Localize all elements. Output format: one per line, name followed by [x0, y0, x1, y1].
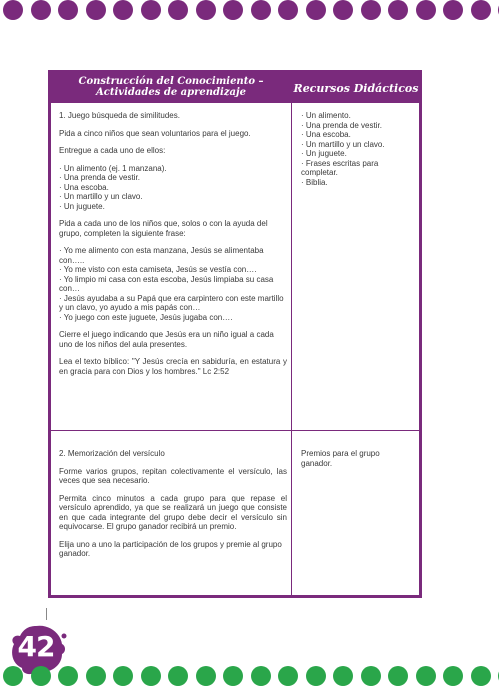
- border-dot: [251, 0, 271, 20]
- border-dot: [168, 666, 188, 686]
- list-item: · Una prenda de vestir.: [59, 173, 287, 183]
- list-item: · Un juguete.: [59, 202, 287, 212]
- border-dot: [3, 666, 23, 686]
- activity2-p1: Forme varios grupos, repitan colectivamente el versículo, las veces que sea necesario.: [59, 466, 287, 485]
- activity1-p2: Entregue a cada uno de ellos:: [59, 146, 166, 155]
- list-item: · Yo limpio mi casa con esta escoba, Jesús limpiaba su casa con…: [59, 275, 287, 294]
- border-dot: [58, 0, 78, 20]
- border-dot: [333, 0, 353, 20]
- bottom-dot-border: [0, 664, 499, 686]
- list-item: · Un alimento.: [301, 111, 413, 121]
- header-resources: Recursos Didácticos: [293, 82, 419, 95]
- border-dot: [168, 0, 188, 20]
- resources-list: [301, 111, 413, 187]
- border-dot: [306, 666, 326, 686]
- row1-resources: [301, 111, 413, 195]
- border-dot: [113, 0, 133, 20]
- border-dot: [141, 666, 161, 686]
- list-item: · Jesús ayudaba a su Papá que era carpintero con este martillo y un clavo, yo ayudo a mis papás con…: [59, 294, 287, 313]
- list-item: · Frases escritas para completar.: [301, 159, 413, 178]
- border-dot: [388, 0, 408, 20]
- row-divider: [51, 430, 419, 431]
- list-item: · Yo juego con este juguete, Jesús jugaba con….: [59, 313, 287, 323]
- border-dot: [86, 666, 106, 686]
- border-dot: [306, 0, 326, 20]
- border-dot: [278, 0, 298, 20]
- table-header: [51, 73, 419, 103]
- row2-resources: [301, 449, 413, 476]
- border-dot: [31, 0, 51, 20]
- list-item: · Un martillo y un clavo.: [59, 192, 287, 202]
- activity2-p3: Elija uno a uno la participación de los grupos y premie al grupo ganador.: [59, 539, 282, 558]
- row2-activities: [59, 449, 287, 567]
- activity1-title: 1. Juego búsqueda de similitudes.: [59, 111, 180, 120]
- list-item: · Biblia.: [301, 178, 413, 188]
- border-dot: [223, 0, 243, 20]
- border-dot: [3, 0, 23, 20]
- border-dot: [471, 0, 491, 20]
- column-divider: [291, 73, 292, 595]
- row1-activities: [59, 111, 287, 384]
- border-dot: [113, 666, 133, 686]
- border-dot: [86, 0, 106, 20]
- border-dot: [58, 666, 78, 686]
- activity1-phrases: [59, 246, 287, 322]
- border-dot: [471, 666, 491, 686]
- activity1-p1: Pida a cinco niños que sean voluntarios para el juego.: [59, 128, 251, 138]
- header-activities: Construcción del Conocimiento – Actividades de aprendizaje: [78, 76, 264, 98]
- activity1-p3: Pida a cada uno de los niños que, solos o con la ayuda del grupo, completen la siguiente frase:: [59, 219, 268, 238]
- resource-prizes: Premios para el grupo ganador.: [301, 449, 380, 468]
- border-dot: [251, 666, 271, 686]
- border-dot: [443, 0, 463, 20]
- list-item: · Un juguete.: [301, 149, 413, 159]
- page-number: 42: [17, 630, 55, 663]
- border-dot: [388, 666, 408, 686]
- activity1-p5: Lea el texto bíblico: "Y Jesús crecía en sabiduría, en estatura y en gracia para con Dios y los hombres." Lc 2:52: [59, 357, 287, 376]
- activity1-items: [59, 164, 287, 212]
- border-dot: [361, 666, 381, 686]
- border-dot: [443, 666, 463, 686]
- list-item: · Yo me visto con esta camiseta, Jesús se vestía con….: [59, 265, 287, 275]
- border-dot: [196, 0, 216, 20]
- list-item: · Una prenda de vestir.: [301, 121, 413, 131]
- border-dot: [416, 666, 436, 686]
- list-item: · Una escoba.: [59, 183, 287, 193]
- border-dot: [31, 666, 51, 686]
- decorative-mark: [46, 608, 47, 620]
- activity2-title: 2. Memorización del versículo: [59, 449, 165, 458]
- top-dot-border: [0, 0, 499, 22]
- border-dot: [196, 666, 216, 686]
- list-item: · Yo me alimento con esta manzana, Jesús se alimentaba con…..: [59, 246, 287, 265]
- activity1-p4: Cierre el juego indicando que Jesús era un niño igual a cada uno de los niños del aula presentes.: [59, 330, 274, 349]
- list-item: · Un martillo y un clavo.: [301, 140, 413, 150]
- border-dot: [141, 0, 161, 20]
- list-item: · Un alimento (ej. 1 manzana).: [59, 164, 287, 174]
- border-dot: [333, 666, 353, 686]
- border-dot: [416, 0, 436, 20]
- list-item: · Una escoba.: [301, 130, 413, 140]
- border-dot: [278, 666, 298, 686]
- activities-table: [48, 70, 422, 598]
- border-dot: [361, 0, 381, 20]
- activity2-p2: Permita cinco minutos a cada grupo para que repase el versículo aprendido, ya que se realizará un juego que consiste en que cada integrante del grupo debe decir el versículo sin equivocarse. El grupo ganador recibirá un premio.: [59, 493, 287, 531]
- border-dot: [223, 666, 243, 686]
